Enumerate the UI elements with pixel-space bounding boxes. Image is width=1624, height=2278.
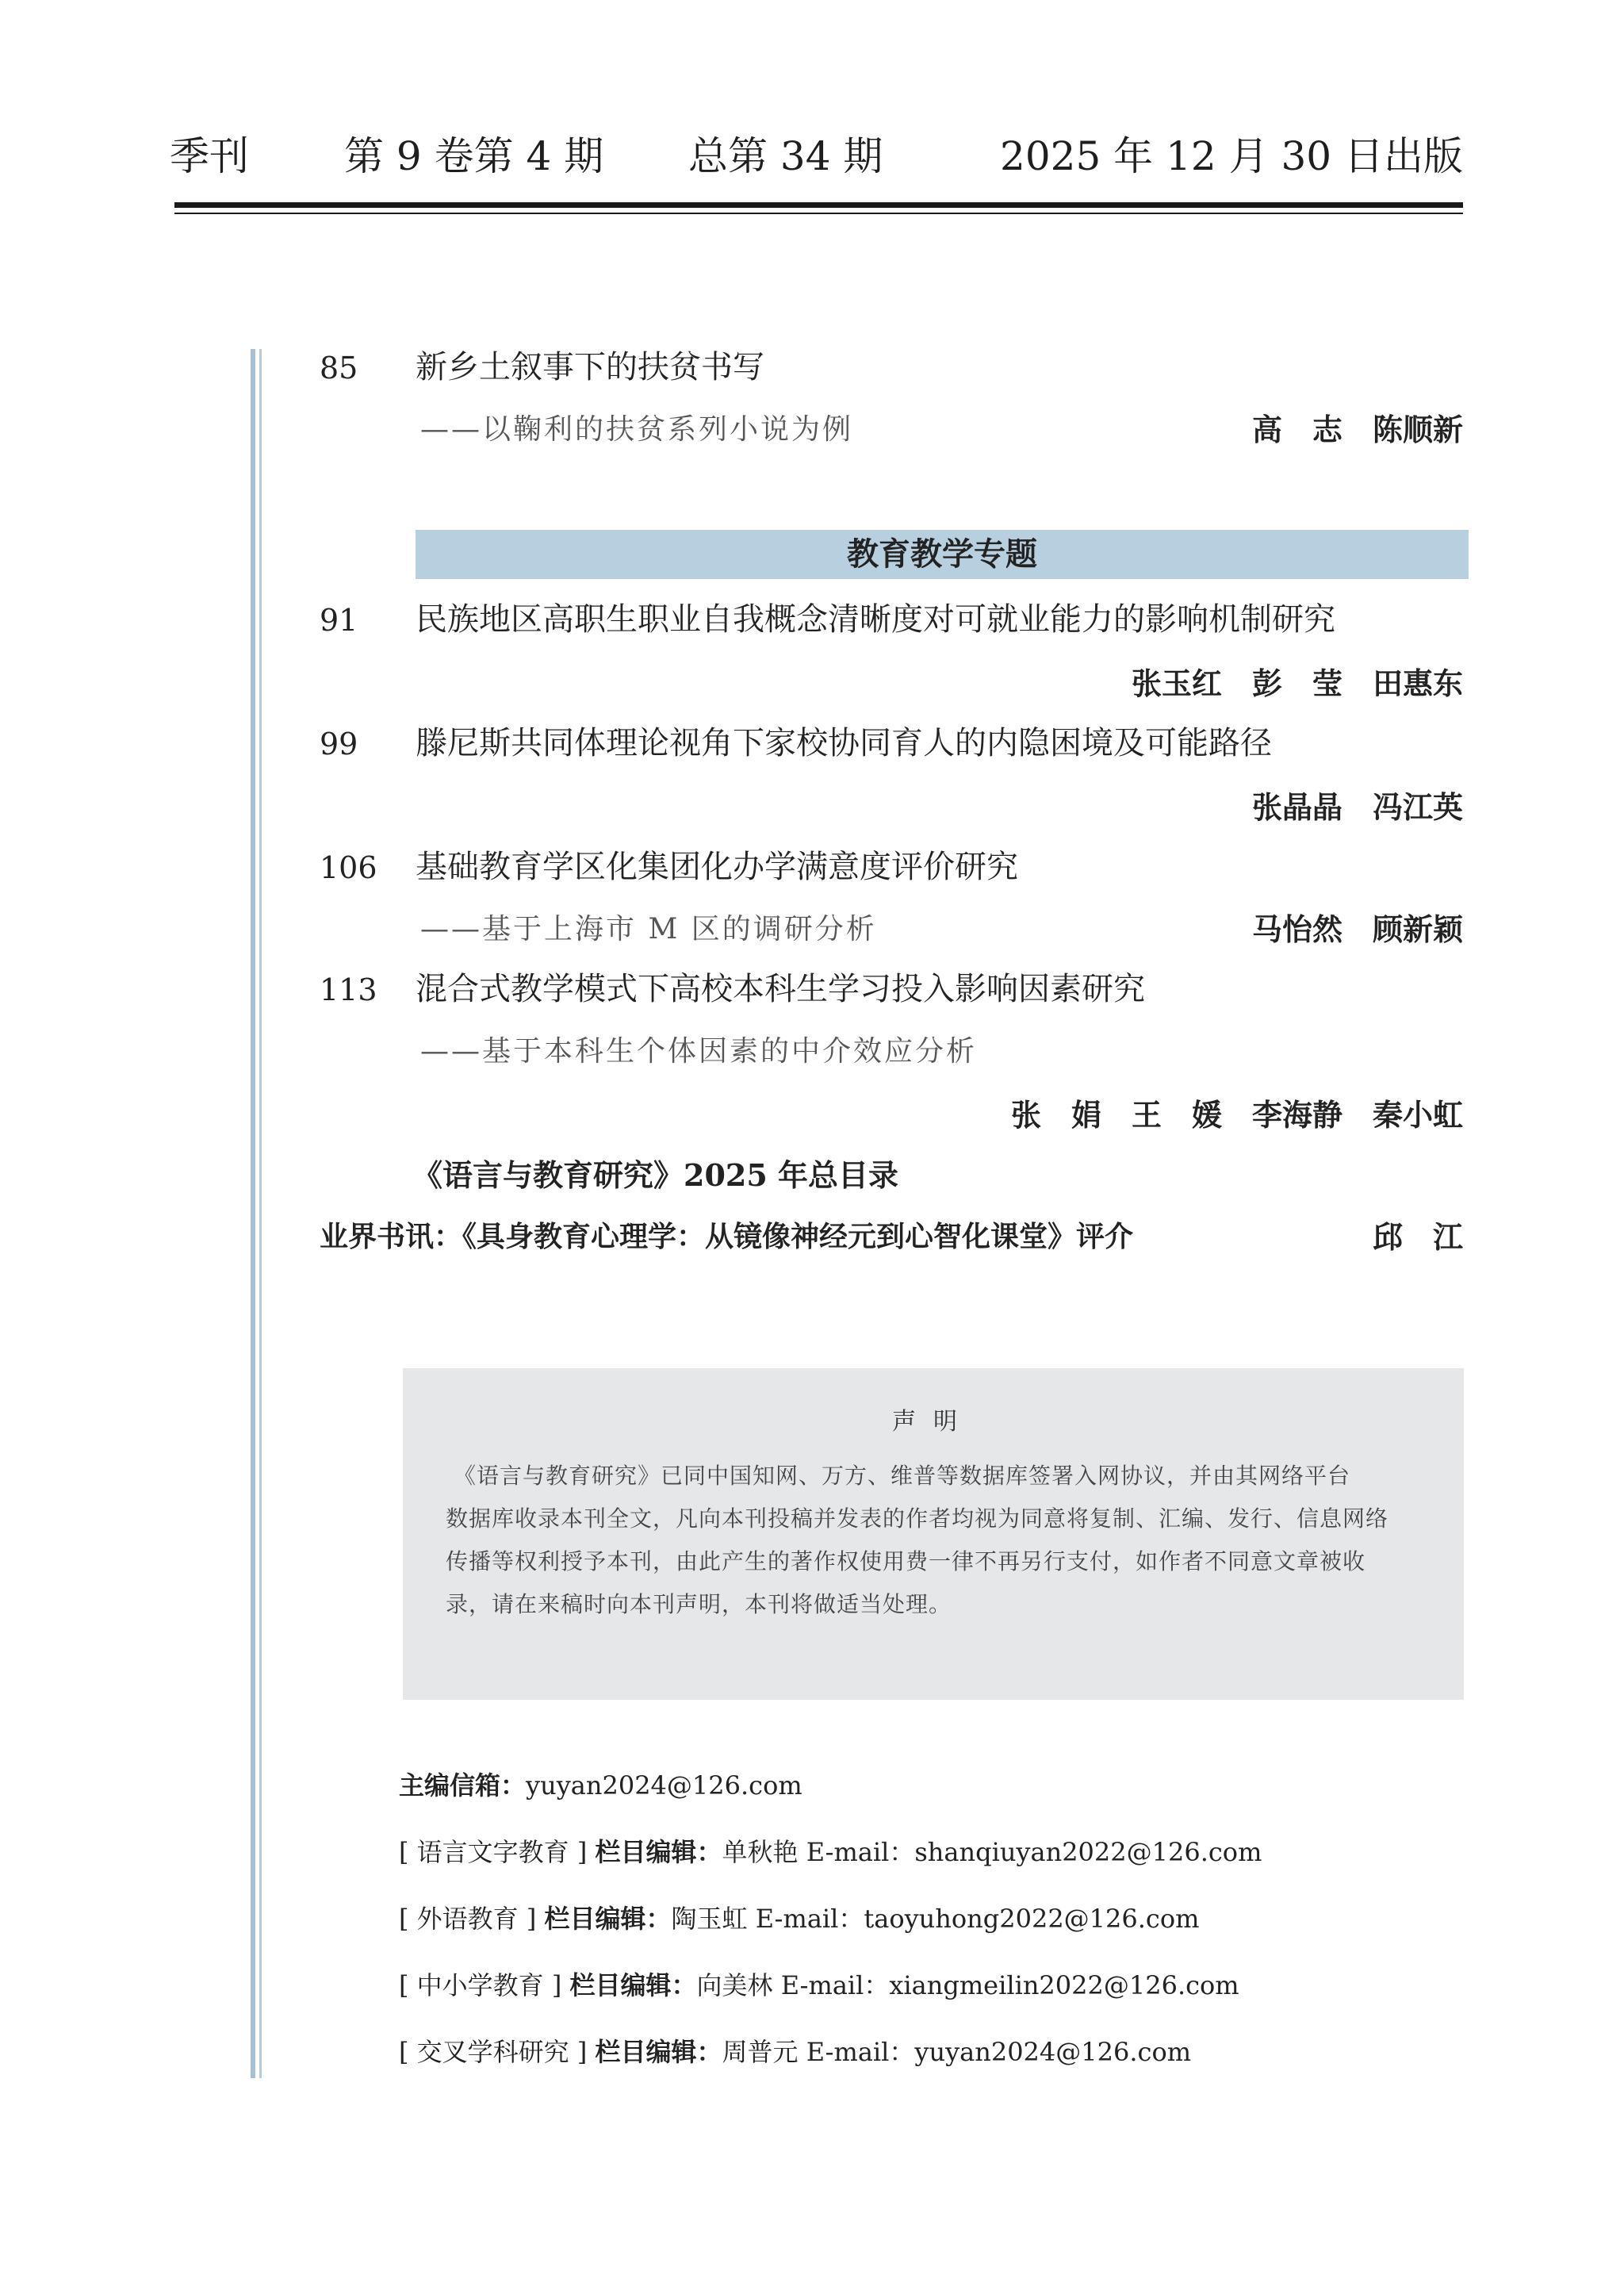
column-editor-role: 栏目编辑： [595, 1837, 722, 1867]
column-editor-role: 栏目编辑： [544, 1904, 672, 1934]
toc-article-subtitle: ——基于本科生个体因素的中介效应分析 [420, 1035, 978, 1068]
copyright-notice-box [403, 1368, 1464, 1700]
column-name: [ 中小学教育 ] [399, 1970, 562, 2000]
column-editor-line [399, 2034, 1191, 2070]
toc-article-title[interactable]: 民族地区高职生职业自我概念清晰度对可就业能力的影响机制研究 [416, 601, 1335, 638]
chief-editor-label: 主编信箱： [399, 1770, 527, 1801]
column-editor-email[interactable]: shanqiuyan2022@126.com [914, 1837, 1262, 1867]
toc-article-authors: 马怡然 顾新颖 [1251, 912, 1463, 947]
header-pub-date: 2025 年 12 月 30 日出版 [1000, 133, 1463, 179]
column-editor-name: 向美林 [696, 1970, 773, 2000]
column-editor-name: 陶玉虹 [671, 1904, 748, 1934]
email-label: E-mail： [755, 1904, 864, 1934]
section-band [416, 530, 1469, 579]
toc-article-authors: 张玉红 彭 莹 田惠东 [1131, 666, 1463, 701]
chief-editor-line [399, 1767, 802, 1804]
toc-page-number: 99 [320, 727, 358, 761]
toc-page-number: 106 [320, 850, 377, 885]
notice-line: 录，请在来稿时向本刊声明，本刊将做适当处理。 [446, 1591, 952, 1617]
column-editor-name: 周普元 [722, 2037, 799, 2067]
column-editor-name: 单秋艳 [722, 1837, 799, 1867]
email-label: E-mail： [780, 1970, 890, 2000]
column-editor-email[interactable]: xiangmeilin2022@126.com [889, 1970, 1239, 2000]
email-label: E-mail： [806, 2037, 915, 2067]
toc-page-number: 85 [320, 351, 358, 385]
section-title: 教育教学专题 [847, 536, 1037, 573]
decorative-bar [251, 349, 255, 2078]
column-name: [ 交叉学科研究 ] [399, 2037, 588, 2067]
column-editor-role: 栏目编辑： [595, 2037, 722, 2067]
header-rule-thick [174, 202, 1463, 208]
toc-article-title[interactable]: 混合式教学模式下高校本科生学习投入影响因素研究 [416, 971, 1145, 1007]
column-name: [ 语言文字教育 ] [399, 1837, 588, 1867]
column-editor-line [399, 1900, 1199, 1937]
column-editor-line [399, 1834, 1262, 1870]
email-label: E-mail： [806, 1837, 915, 1867]
notice-line: 数据库收录本刊全文，凡向本刊投稿并发表的作者均视为同意将复制、汇编、发行、信息网络 [446, 1505, 1389, 1532]
column-editor-email[interactable]: yuyan2024@126.com [914, 2037, 1192, 2067]
toc-article-subtitle: ——以鞠利的扶贫系列小说为例 [420, 413, 854, 446]
column-editor-role: 栏目编辑： [569, 1970, 697, 2000]
toc-article-authors: 高 志 陈顺新 [1251, 412, 1463, 447]
toc-article-authors: 张晶晶 冯江英 [1251, 790, 1463, 825]
toc-article-title[interactable]: 新乡土叙事下的扶贫书写 [416, 349, 764, 385]
toc-book-review[interactable]: 业界书讯：《具身教育心理学：从镜像神经元到心智化课堂》评介 [320, 1221, 1134, 1253]
notice-title: 声明 [892, 1408, 975, 1436]
decorative-bar-thin [259, 349, 262, 2078]
toc-book-review-author: 邱 江 [1372, 1220, 1463, 1255]
toc-annual-index[interactable]: 《语言与教育研究》2025 年总目录 [412, 1157, 898, 1193]
header-volume-issue: 第 9 卷第 4 期 [344, 133, 604, 179]
column-editor-line [399, 1967, 1239, 2004]
chief-editor-email[interactable]: yuyan2024@126.com [526, 1770, 802, 1801]
toc-article-subtitle: ——基于上海市 M 区的调研分析 [420, 913, 877, 945]
toc-article-title[interactable]: 滕尼斯共同体理论视角下家校协同育人的内隐困境及可能路径 [416, 725, 1272, 761]
header-rule-thin [174, 213, 1463, 214]
toc-article-title[interactable]: 基础教育学区化集团化办学满意度评价研究 [416, 849, 1018, 885]
toc-page-number: 113 [320, 972, 377, 1007]
notice-line: 《语言与教育研究》已同中国知网、万方、维普等数据库签署入网协议，并由其网络平台 [454, 1463, 1351, 1489]
toc-article-authors: 张 娟 王 媛 李海静 秦小虹 [1010, 1098, 1463, 1133]
column-editor-email[interactable]: taoyuhong2022@126.com [864, 1904, 1200, 1934]
header-quarterly: 季刊 [170, 133, 249, 179]
column-name: [ 外语教育 ] [399, 1904, 537, 1934]
notice-line: 传播等权利授予本刊，由此产生的著作权使用费一律不再另行支付，如作者不同意文章被收 [446, 1548, 1366, 1574]
header-total-issue: 总第 34 期 [688, 133, 883, 179]
toc-page-number: 91 [320, 603, 358, 638]
